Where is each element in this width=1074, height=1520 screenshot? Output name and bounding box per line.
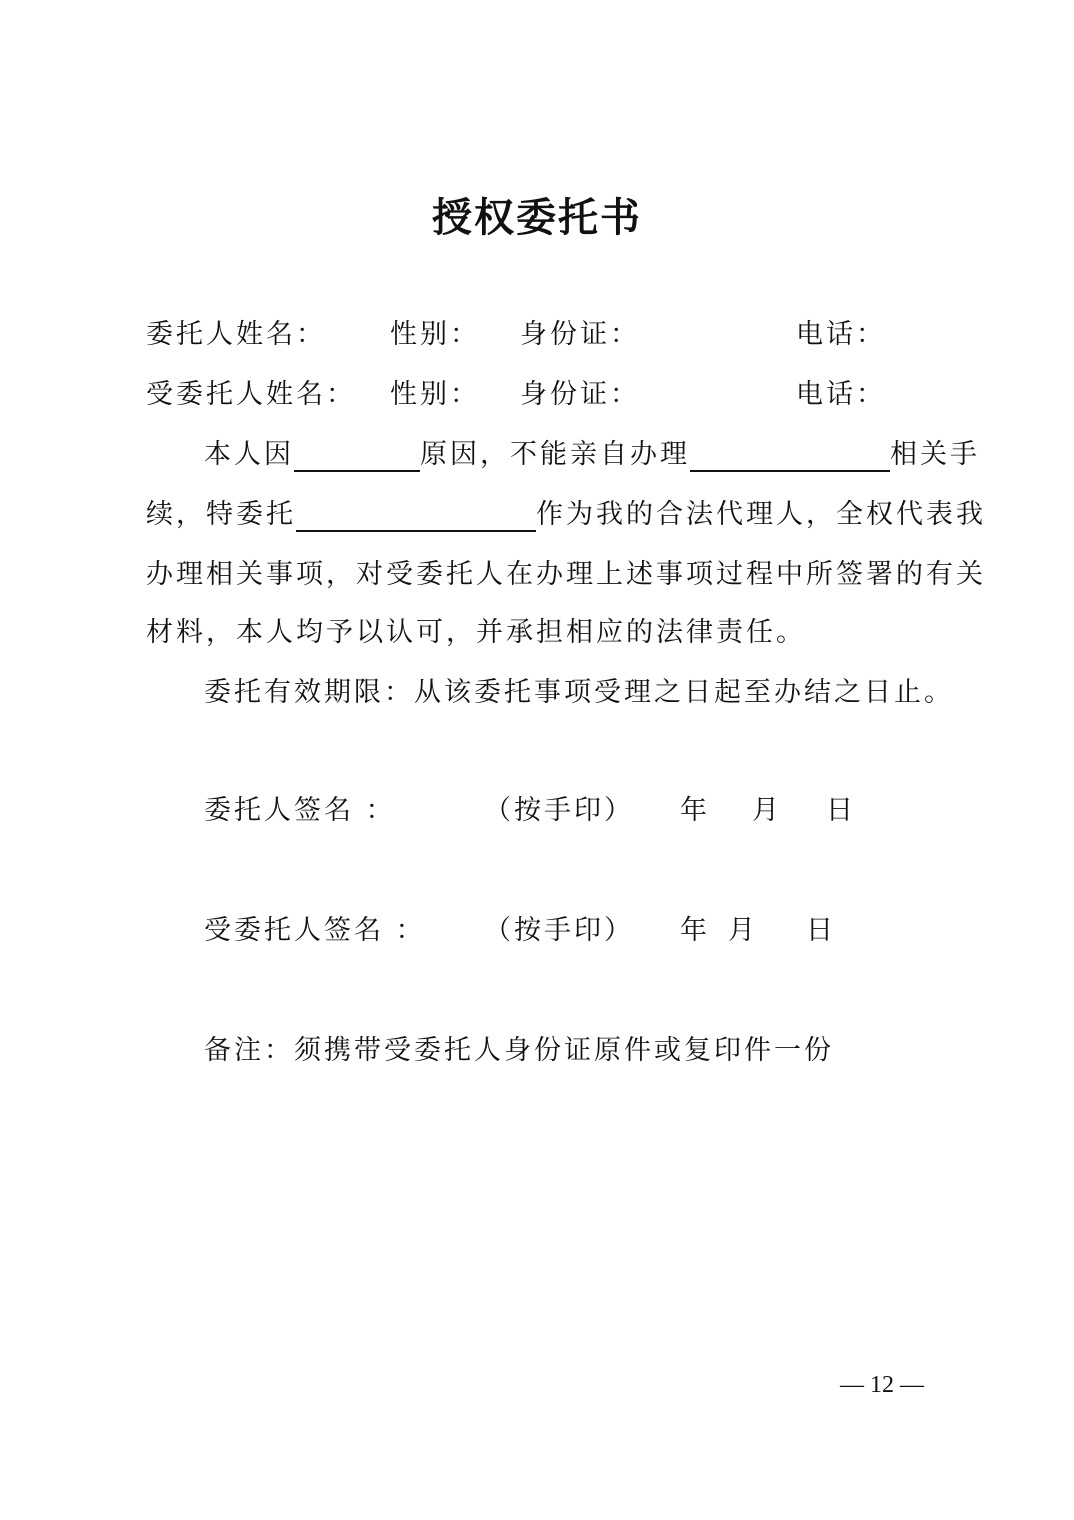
- reason-blank: [294, 442, 420, 472]
- agent-day: 日: [806, 915, 836, 946]
- agent-phone-label: 电话：: [796, 379, 886, 410]
- body-line-1: [204, 438, 980, 472]
- note-text: 备注：须携带受委托人身份证原件或复印件一份: [204, 1035, 834, 1066]
- principal-gender-label: 性别：: [390, 319, 480, 350]
- matter-blank: [690, 442, 890, 472]
- validity-text: 委托有效期限：从该委托事项受理之日起至办结之日止。: [204, 677, 954, 708]
- principal-signature-label: 委托人签名 ：: [204, 795, 396, 826]
- principal-year: 年: [680, 795, 710, 826]
- agent-year: 年: [680, 915, 710, 946]
- agent-blank: [296, 502, 536, 532]
- agent-name-label: 受委托人姓名：: [146, 379, 356, 410]
- principal-day: 日: [826, 795, 856, 826]
- principal-id-label: 身份证：: [520, 319, 640, 350]
- agent-month: 月: [728, 915, 758, 946]
- document-title: 授权委托书: [432, 195, 642, 241]
- body-text: 相关手: [890, 439, 980, 470]
- principal-fingerprint: （按手印）: [484, 795, 634, 826]
- agent-gender-label: 性别：: [390, 379, 480, 410]
- page-number: — 12 —: [840, 1372, 924, 1398]
- principal-name-label: 委托人姓名：: [146, 319, 326, 350]
- body-text: 原因，不能亲自办理: [420, 439, 690, 470]
- agent-signature-label: 受委托人签名 ：: [204, 915, 426, 946]
- body-line-4: 材料，本人均予以认可，并承担相应的法律责任。: [146, 617, 806, 648]
- agent-id-label: 身份证：: [520, 379, 640, 410]
- body-text: 续，特委托: [146, 499, 296, 530]
- body-text: 作为我的合法代理人，全权代表我: [536, 499, 986, 530]
- principal-phone-label: 电话：: [796, 319, 886, 350]
- body-text: 本人因: [204, 439, 294, 470]
- principal-month: 月: [752, 795, 782, 826]
- agent-fingerprint: （按手印）: [484, 915, 634, 946]
- body-line-3: 办理相关事项，对受委托人在办理上述事项过程中所签署的有关: [146, 559, 986, 590]
- body-line-2: [146, 498, 986, 532]
